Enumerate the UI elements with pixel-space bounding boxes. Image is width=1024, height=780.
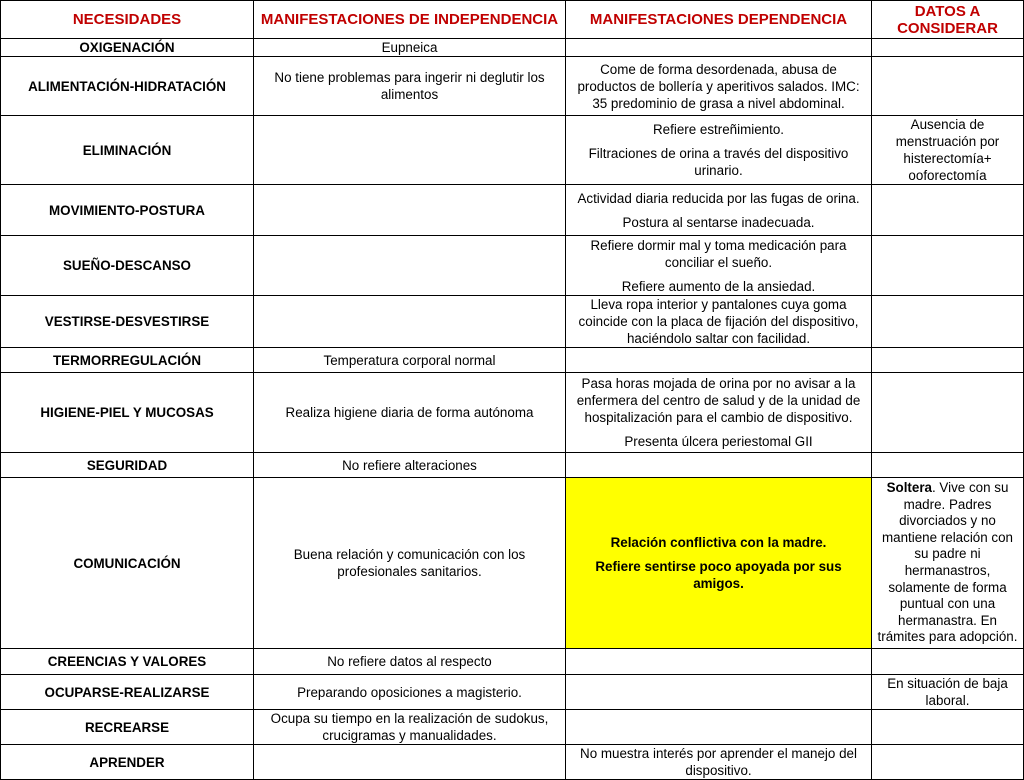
dependence-cell: [566, 649, 872, 675]
independence-cell: [254, 745, 566, 780]
table-row: [1, 296, 1024, 348]
table-row: [1, 57, 1024, 116]
dependence-cell: [566, 57, 872, 116]
table-row: [1, 116, 1024, 185]
data-cell: [872, 185, 1024, 236]
data-cell: [872, 296, 1024, 348]
table-row: [1, 39, 1024, 57]
independence-cell: [254, 116, 566, 185]
table-row: [1, 478, 1024, 649]
need-cell: CREENCIAS Y VALORES: [1, 649, 254, 675]
independence-cell: Preparando oposiciones a magisterio.: [254, 675, 566, 710]
header-row: [1, 1, 1024, 39]
dependence-cell: [566, 348, 872, 373]
header-independence: MANIFESTACIONES DE INDEPENDENCIA: [254, 1, 566, 39]
dependence-cell: [566, 116, 872, 185]
dependence-cell: [566, 373, 872, 453]
table-row: [1, 236, 1024, 296]
dependence-text: Filtraciones de orina a través del dispositivo urinario.: [588, 146, 849, 178]
data-cell: [872, 649, 1024, 675]
dependence-text: Postura al sentarse inadecuada.: [622, 214, 815, 230]
table-row: [1, 710, 1024, 745]
independence-cell: Realiza higiene diaria de forma autónoma: [254, 373, 566, 453]
data-cell: [872, 710, 1024, 745]
dependence-text: No muestra interés por aprender el manejo del dispositivo.: [580, 746, 857, 778]
dependence-text: Pasa horas mojada de orina por no avisar a la enfermera del centro de salud y de la unidad de hospitalización para el cambio de dispositivo.: [576, 376, 861, 425]
need-cell: APRENDER: [1, 745, 254, 780]
independence-cell: [254, 185, 566, 236]
dependence-cell: [566, 236, 872, 296]
need-cell: SEGURIDAD: [1, 453, 254, 478]
table-row: [1, 185, 1024, 236]
data-lead-text: Soltera: [886, 480, 932, 496]
table-row: [1, 348, 1024, 373]
need-cell: ELIMINACIÓN: [1, 116, 254, 185]
table-row: [1, 745, 1024, 780]
dependence-text: Presenta úlcera periestomal GII: [624, 434, 813, 449]
dependence-cell-highlighted: [566, 478, 872, 649]
data-text: . Vive con su madre. Padres divorciados y no mantiene relación con su padre ni hermanastros, solamente de forma puntual con una hermanastra. En trámites para adopción.: [877, 480, 1018, 645]
independence-cell: No refiere alteraciones: [254, 453, 566, 478]
independence-cell: Temperatura corporal normal: [254, 348, 566, 373]
data-cell: [872, 116, 1024, 185]
dependence-cell: [566, 675, 872, 710]
data-cell: [872, 453, 1024, 478]
need-cell: TERMORREGULACIÓN: [1, 348, 254, 373]
need-cell: OXIGENACIÓN: [1, 39, 254, 57]
need-cell: OCUPARSE-REALIZARSE: [1, 675, 254, 710]
data-text: En situación de baja laboral.: [887, 676, 1008, 708]
data-cell: [872, 373, 1024, 453]
need-cell: COMUNICACIÓN: [1, 478, 254, 649]
need-cell: RECREARSE: [1, 710, 254, 745]
need-cell: VESTIRSE-DESVESTIRSE: [1, 296, 254, 348]
need-cell: MOVIMIENTO-POSTURA: [1, 185, 254, 236]
independence-cell: Eupneica: [254, 39, 566, 57]
dependence-text: Lleva ropa interior y pantalones cuya goma coincide con la placa de fijación del dispositivo, haciéndolo saltar con facilidad.: [578, 297, 859, 346]
data-cell: [872, 236, 1024, 296]
header-data: DATOS A CONSIDERAR: [872, 1, 1024, 39]
dependence-text: Refiere estreñimiento.: [653, 122, 784, 137]
data-cell: [872, 39, 1024, 57]
data-cell: [872, 478, 1024, 649]
independence-cell: No tiene problemas para ingerir ni deglutir los alimentos: [254, 57, 566, 116]
dependence-text: Relación conflictiva con la madre.: [610, 535, 827, 550]
header-dependence: MANIFESTACIONES DEPENDENCIA: [566, 1, 872, 39]
data-cell: [872, 348, 1024, 373]
independence-cell: [254, 296, 566, 348]
need-cell: SUEÑO-DESCANSO: [1, 236, 254, 296]
table-row: [1, 675, 1024, 710]
dependence-text: Refiere sentirse poco apoyada por sus amigos.: [595, 559, 842, 591]
independence-cell: [254, 236, 566, 296]
dependence-cell: [566, 453, 872, 478]
data-cell: [872, 57, 1024, 116]
dependence-cell: [566, 39, 872, 57]
data-cell: [872, 675, 1024, 710]
table-row: [1, 453, 1024, 478]
dependence-cell: [566, 296, 872, 348]
header-needs: NECESIDADES: [1, 1, 254, 39]
table-row: [1, 373, 1024, 453]
data-text: Ausencia de menstruación por histerectomía+ ooforectomía: [895, 117, 1000, 183]
independence-cell: Buena relación y comunicación con los profesionales sanitarios.: [254, 478, 566, 649]
independence-cell: Ocupa su tiempo en la realización de sudokus, crucigramas y manualidades.: [254, 710, 566, 745]
data-cell: [872, 745, 1024, 780]
dependence-text: Refiere dormir mal y toma medicación para conciliar el sueño.: [590, 237, 847, 270]
independence-cell: No refiere datos al respecto: [254, 649, 566, 675]
need-cell: HIGIENE-PIEL Y MUCOSAS: [1, 373, 254, 453]
dependence-text: Refiere aumento de la ansiedad.: [621, 278, 816, 294]
need-cell: ALIMENTACIÓN-HIDRATACIÓN: [1, 57, 254, 116]
dependence-cell: [566, 745, 872, 780]
dependence-cell: [566, 185, 872, 236]
table-row: [1, 649, 1024, 675]
dependence-text: Come de forma desordenada, abusa de productos de bollería y aperitivos salados. IMC: 35 predominio de grasa a nivel abdominal.: [577, 61, 860, 111]
dependence-text: Actividad diaria reducida por las fugas de orina.: [577, 190, 860, 206]
dependence-cell: [566, 710, 872, 745]
